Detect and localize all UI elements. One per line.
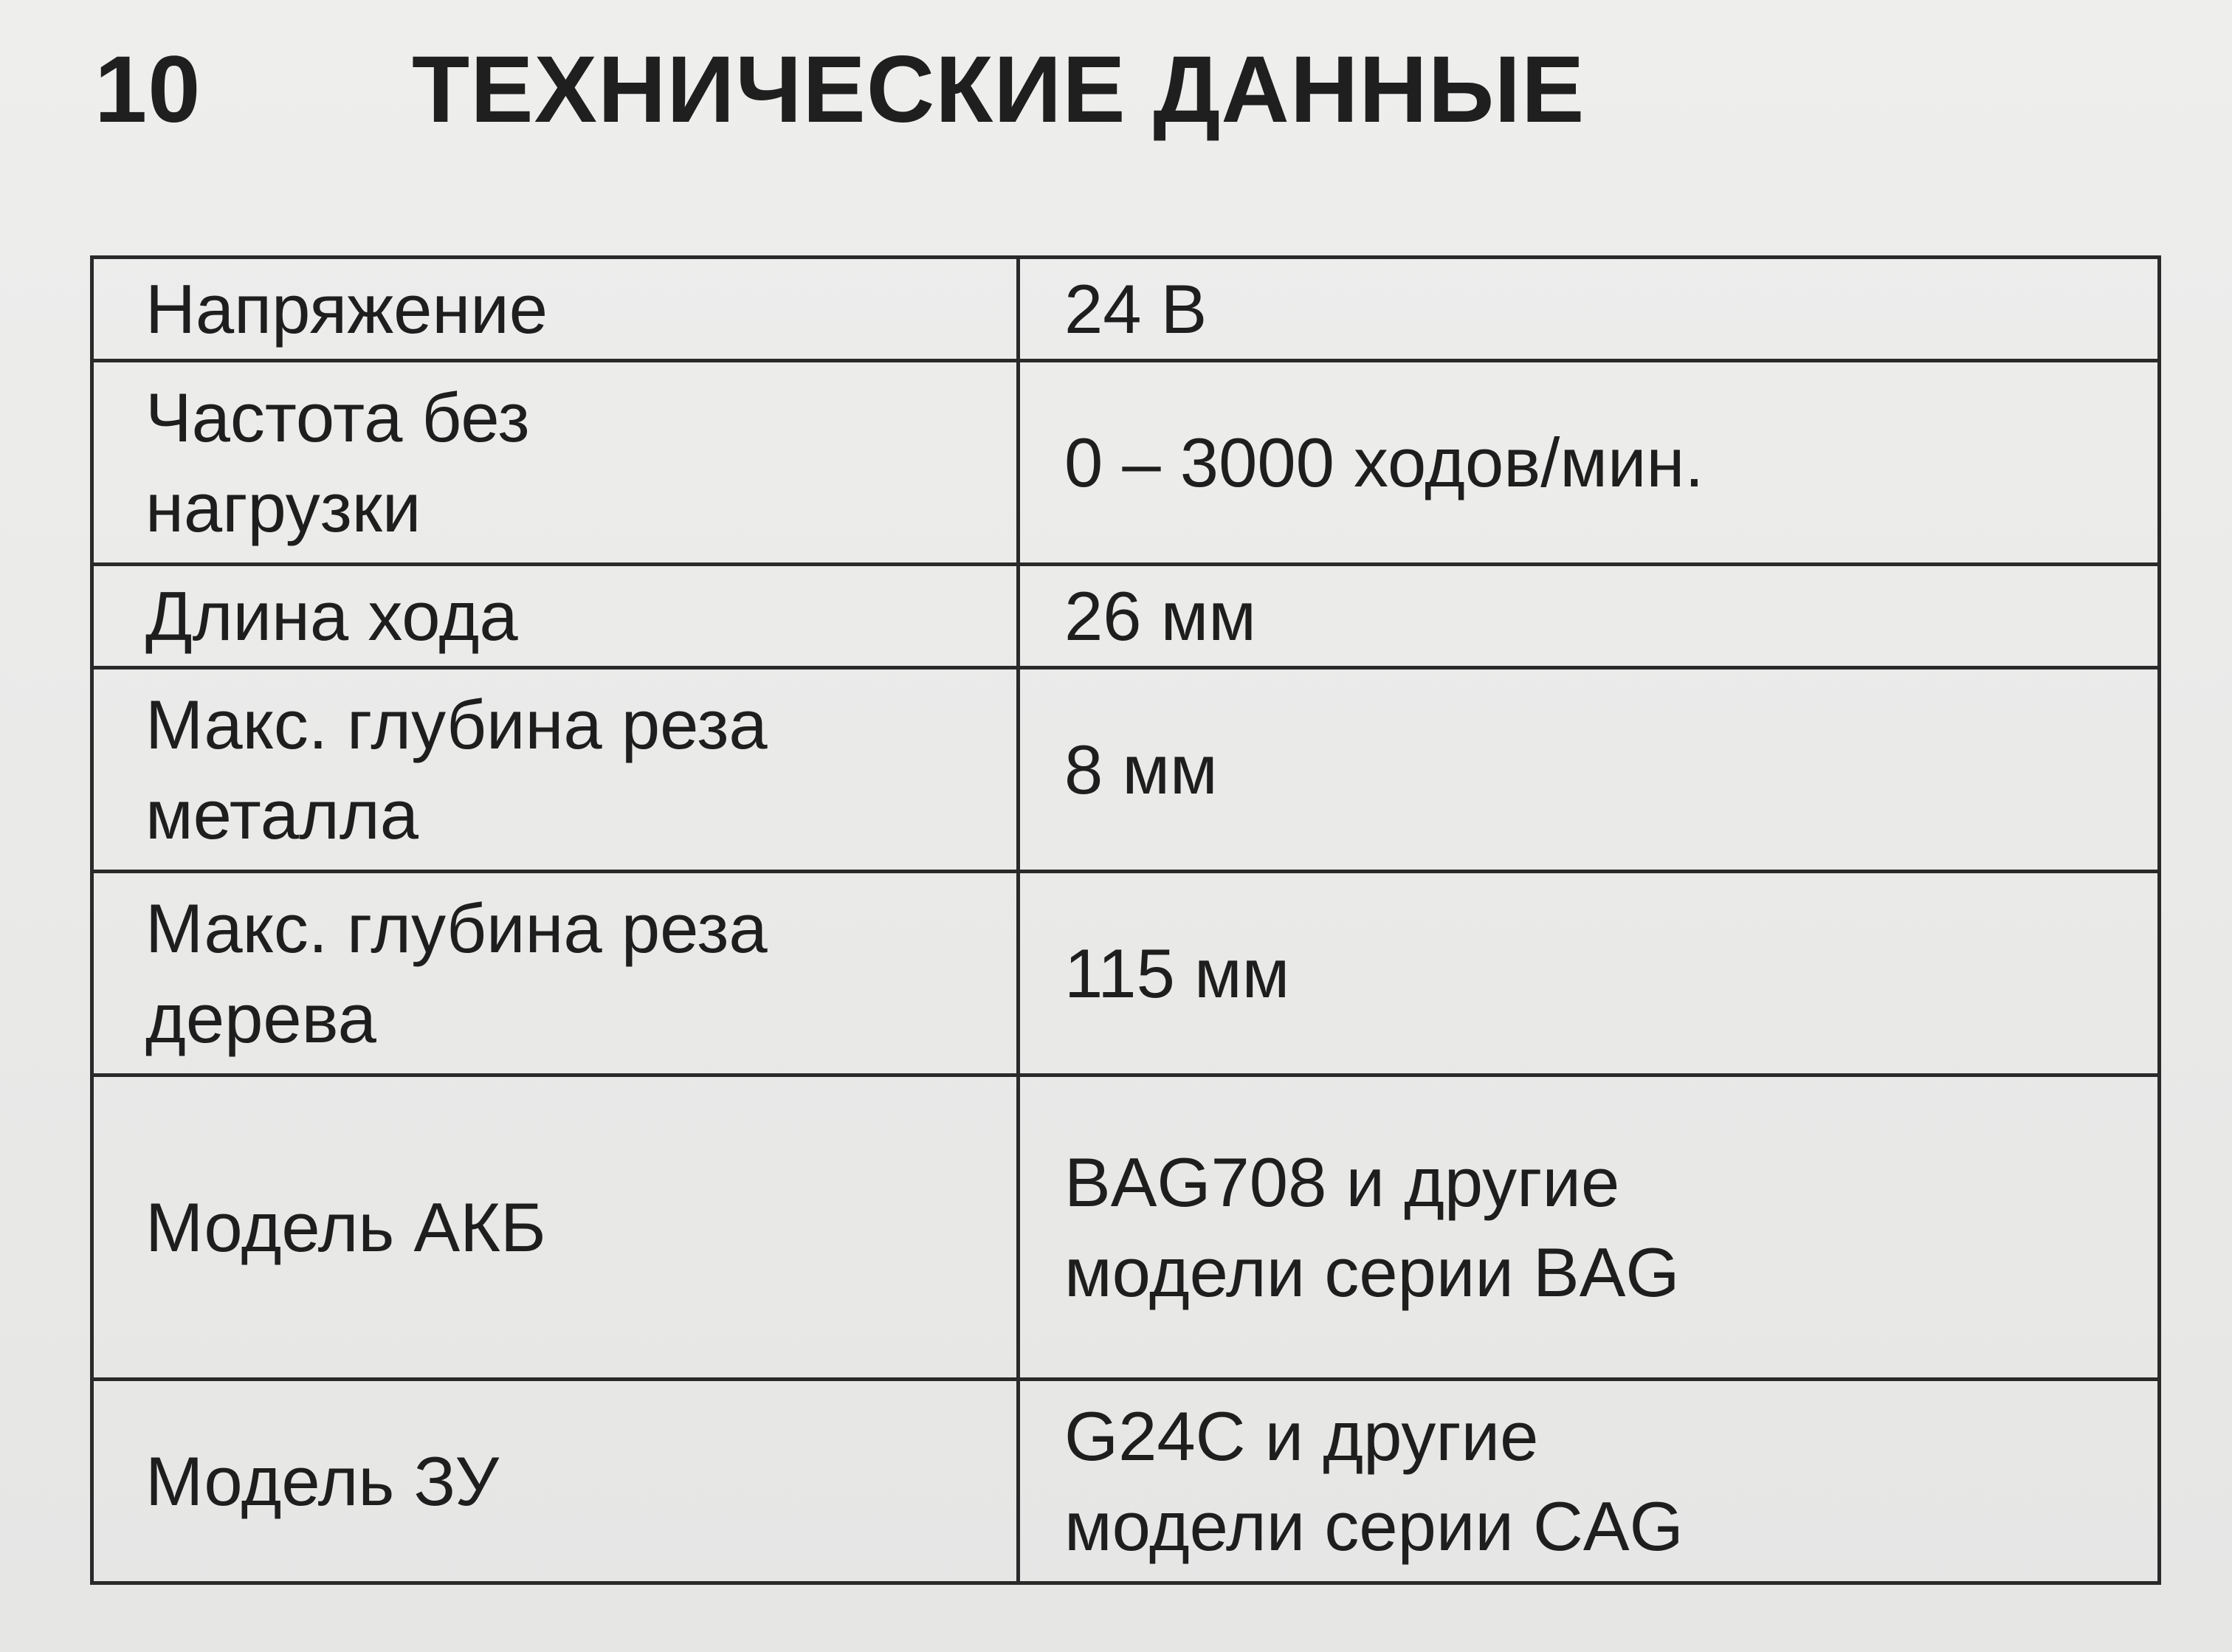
spec-param-voltage: Напряжение (92, 258, 1019, 361)
spec-value-charger-model: G24C и другие модели серии CAG (1019, 1380, 2160, 1583)
spec-param-charger-model: Модель ЗУ (92, 1380, 1019, 1583)
table-row (92, 1075, 2160, 1380)
spec-value-voltage: 24 В (1019, 258, 2160, 361)
table-row (92, 872, 2160, 1075)
table-row (92, 361, 2160, 565)
spec-param-battery-model: Модель АКБ (92, 1075, 1019, 1380)
section-title: ТЕХНИЧЕСКИЕ ДАННЫЕ (412, 37, 1585, 142)
table-row (92, 258, 2160, 361)
table-row (92, 1380, 2160, 1583)
spec-value-max-cut-wood: 115 мм (1019, 872, 2160, 1075)
technical-data-table (90, 255, 2161, 1585)
table-row (92, 668, 2160, 872)
section-heading (94, 37, 1585, 142)
spec-param-max-cut-metal: Макс. глубина реза металла (92, 668, 1019, 872)
spec-value-no-load-frequency: 0 – 3000 ходов/мин. (1019, 361, 2160, 565)
spec-param-max-cut-wood: Макс. глубина реза дерева (92, 872, 1019, 1075)
spec-param-no-load-frequency: Частота без нагрузки (92, 361, 1019, 565)
table-row (92, 565, 2160, 668)
spec-value-max-cut-metal: 8 мм (1019, 668, 2160, 872)
spec-value-battery-model: BAG708 и другие модели серии BAG (1019, 1075, 2160, 1380)
section-number: 10 (94, 37, 202, 142)
spec-param-stroke-length: Длина хода (92, 565, 1019, 668)
spec-value-stroke-length: 26 мм (1019, 565, 2160, 668)
